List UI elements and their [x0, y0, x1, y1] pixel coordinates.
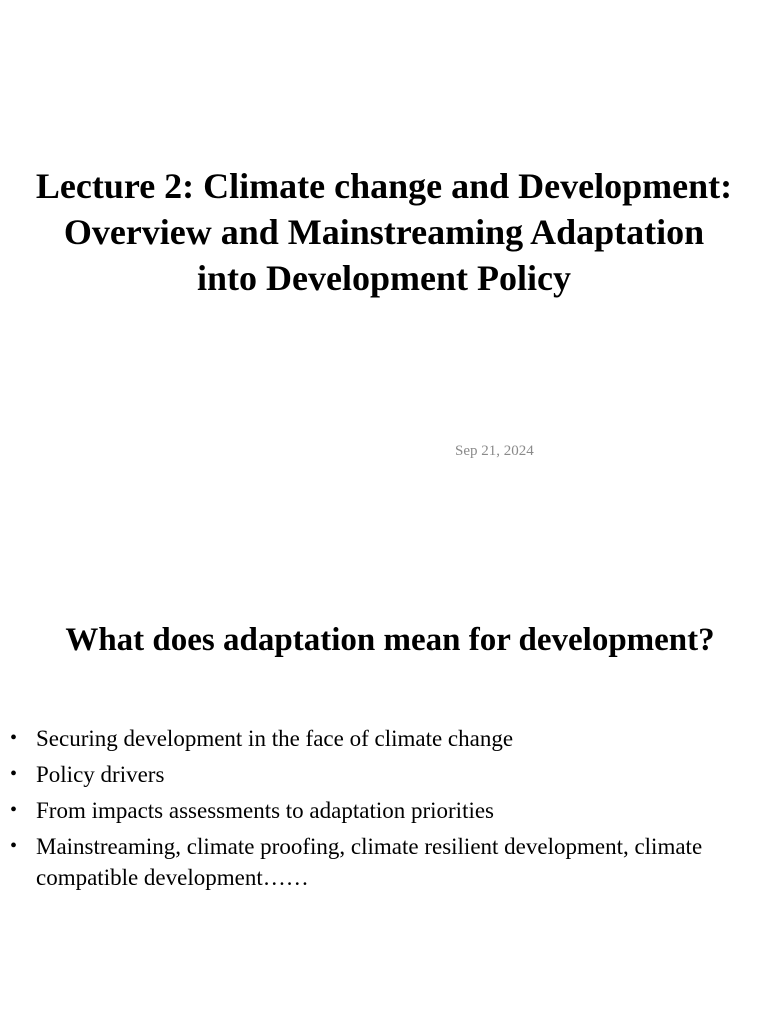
bullet-dot-icon: •	[10, 727, 18, 749]
bullet-list	[0, 723, 768, 898]
bullet-item	[0, 759, 768, 790]
bullet-text: Mainstreaming, climate proofing, climate resilient development, climate compatible development……	[36, 834, 703, 890]
title-line: into Development Policy	[197, 258, 571, 298]
title-line: Lecture 2: Climate change and Development:	[35, 166, 733, 206]
bullet-dot-icon: •	[10, 763, 18, 785]
bullet-text: Policy drivers	[36, 762, 165, 787]
slide-content	[0, 512, 768, 1024]
bullet-text: Securing development in the face of climate change	[36, 726, 514, 751]
bullet-dot-icon: •	[10, 835, 18, 857]
bullet-text: From impacts assessments to adaptation priorities	[36, 798, 495, 823]
title-line: Overview and Mainstreaming Adaptation	[63, 212, 705, 252]
bullet-dot-icon: •	[10, 799, 18, 821]
bullet-item	[0, 795, 768, 826]
slide-heading: What does adaptation mean for development?	[65, 622, 715, 658]
bullet-item	[0, 831, 768, 893]
date-label: Sep 21, 2024	[455, 443, 534, 459]
lecture-title	[0, 163, 768, 301]
bullet-item	[0, 723, 768, 754]
